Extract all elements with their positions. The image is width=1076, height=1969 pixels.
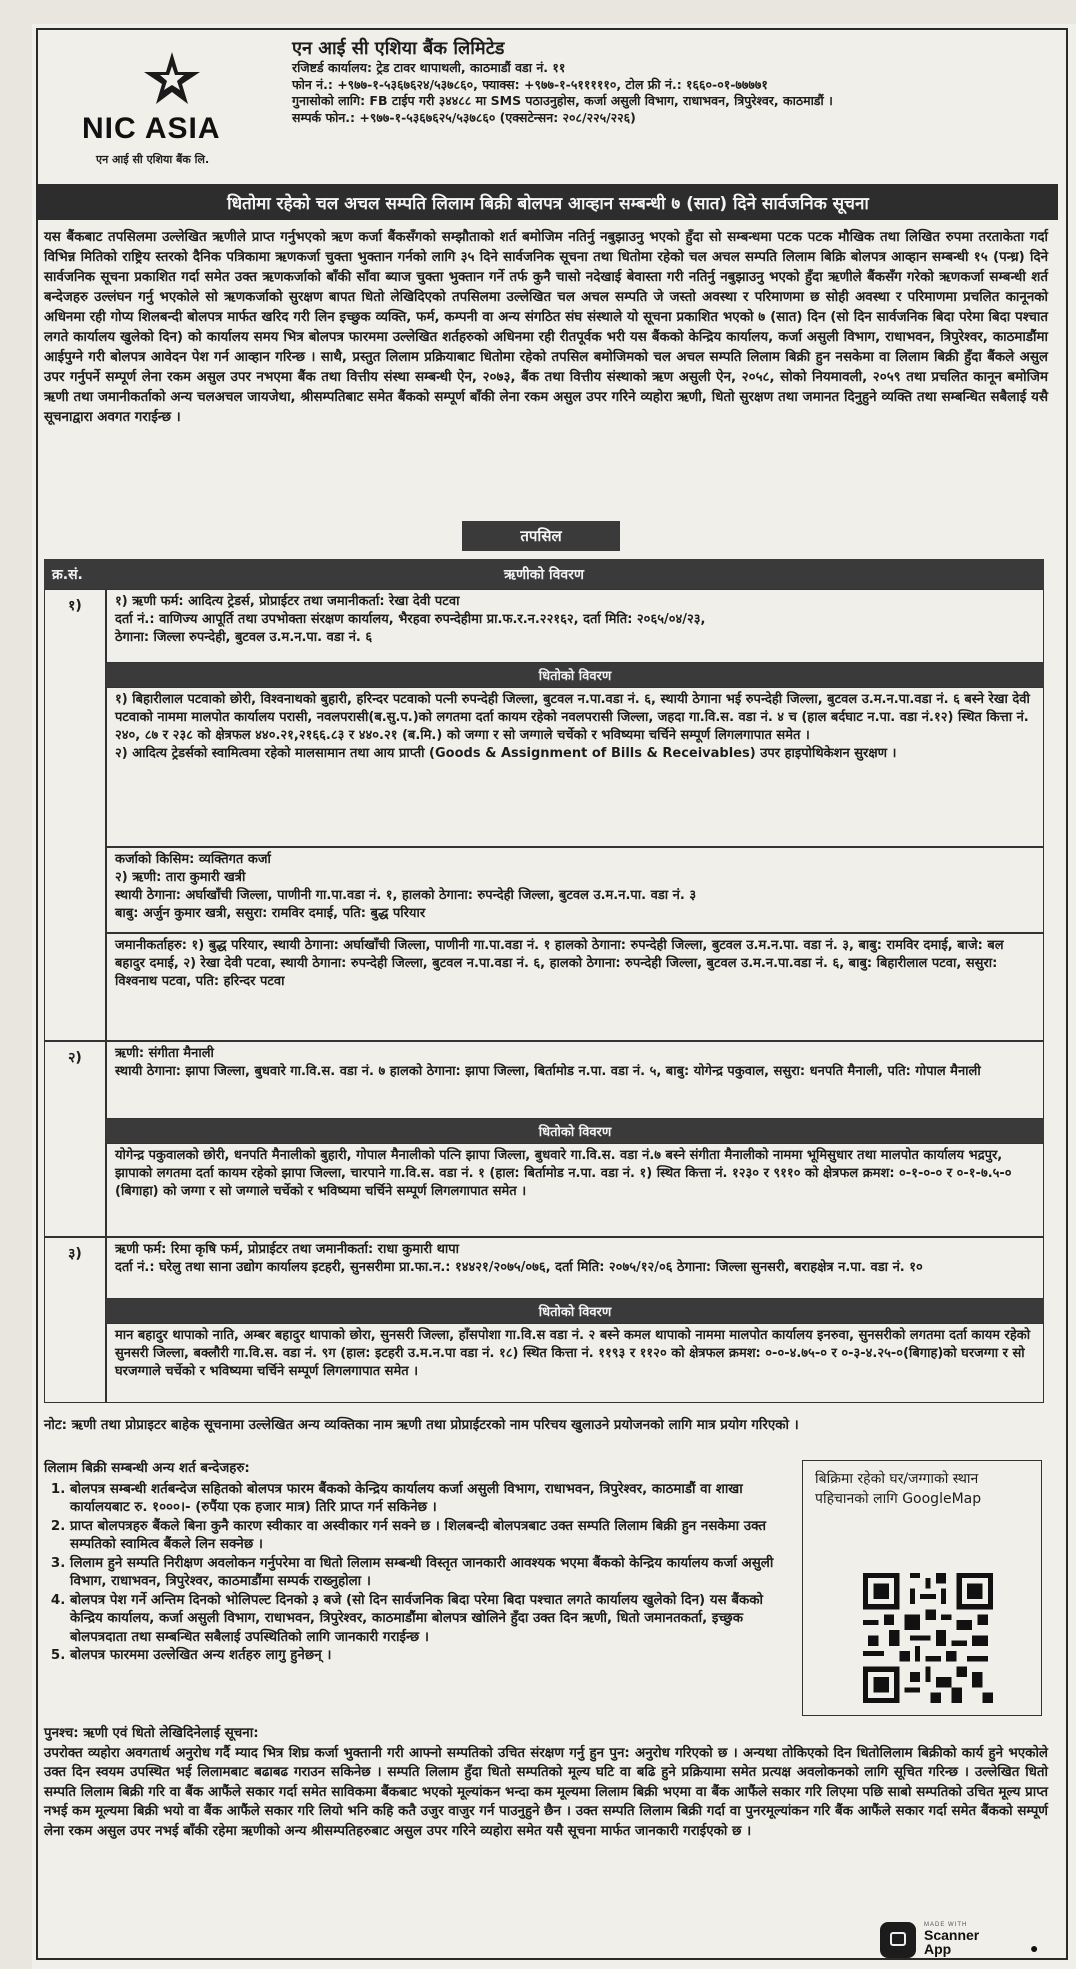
borrower-family: बाबु: अर्जुन कुमार खत्री, ससुरा: रामविर दमाई, पति: बुद्ध परियार bbox=[115, 906, 426, 921]
bank-logo bbox=[42, 32, 277, 172]
borrower-name: ऋणी: संगीता मैनाली bbox=[115, 1046, 214, 1061]
scanner-app-icon bbox=[880, 1922, 916, 1958]
collateral-item: मान बहादुर थापाको नाति, अम्बर बहादुर थापाको छोरा, सुनसरी जिल्ला, हाँसपोशा गा.वि.स वडा नं. २ बस्ने कमल थापाको नाममा मालपोत कार्यालय इनरुवा, सुनसरीको लगतमा दर्ता कायम रहेको सुनसरी जिल्ला, बक्लौरी गा.वि.स. वडा नं. ९ग (हाल: इटहरी उ.म.न.पा वडा नं. १८) स्थित कित्ता नं. ११९३ र ११२० को क्षेत्रफल क्रमश: ०-०-४.७५-० र ०-३-४.२५-०(बिगाह)को घरजग्गा र सो घरजग्गाले चर्चेको र भविष्यमा चर्चिने सम्पूर्ण लिगलगापात समेत । bbox=[106, 1323, 1044, 1403]
notice-title: धितोमा रहेको चल अचल सम्पति लिलाम बिक्री बोलपत्र आव्हान सम्बन्धी ७ (सात) दिने सार्वजनिक सूचना bbox=[38, 184, 1058, 220]
schedule-table bbox=[44, 559, 1044, 1409]
intro-paragraph: यस बैंकबाट तपसिलमा उल्लेखित ऋणीले प्राप्त गर्नुभएको ऋण कर्जा बैंकसँगको सम्झौताको शर्त बमोजिम नतिर्नु नबुझाउनु भएको हुँदा सो सम्बन्धमा पटक पटक मौखिक तथा लिखित रुपमा तरताकेता गर्दा विभिन्न मितिको राष्ट्रिय स्तरको दैनिक पत्रिकामा ऋणकर्जा चुक्ता भुक्तान गर्नको लागि ३५ दिने सार्वजनिक सूचना तथा धितोमा रहेको चल अचल सम्पति लिलाम बिक्रि बोलपत्र आव्हान सम्बन्धी १५ (पन्ध्र) दिने सार्वजनिक सूचना प्रकाशित गर्दा समेत उक्त ऋणकर्जाको बाँकी साँवा ब्याज चुक्ता भुक्तान गर्ने तर्फ कुनै चासो नदेखाई बेवास्ता गरी नतिर्नु नबुझाउनु भएको हुँदा ऋणीले बैंकसँग गरेको ऋणकर्जा सम्बन्धी शर्त बन्देजहरु उल्लंघन गर्नु भएकोले सो ऋणकर्जाको सुरक्षण बापत धितो लेखिदिएको तपसिलमा उल्लेखित चल अचल सम्पति जे जस्तो अवस्था र परिमाणमा छ सोही अवस्था र परिमाणमा प्रचलित कानूनको अधिनमा रही गोप्य शिलबन्दी बोलपत्र मार्फत खरिद गरी लिन इच्छुक व्यक्ति, फर्म, कम्पनी वा अन्य संगठित संघ संस्थाले यो सूचना प्रकाशित भएको ७ (सात) दिन (सो दिन सार्वजनिक बिदा परेमा बिदा पश्चात लगते कार्यालय खुलेको दिन) को कार्यालय समय भित्र बोलपत्र फारममा उल्लेखित शर्तहरुको अधिनमा रही रीतपूर्वक भरी यस बैंकको केन्द्रिय कार्यालय, कर्जा असुली विभाग, राधाभवन, त्रिपुरेश्वर, काठमाडौंमा आईपुग्ने गरी बोलपत्र आवेदन पेश गर्न आव्हान गरिन्छ । साथै, प्रस्तुत लिलाम प्रक्रियाबाट धितोमा रहेको तपसिल बमोजिमको चल अचल सम्पति लिलाम बिक्री हुन नसकेमा वा लिलाम बिक्री हुँदा बैंकले असुल उपर गर्नुपर्ने सम्पूर्ण लेना रकम असुल उपर नभएमा बैंक तथा वित्तीय संस्था सम्बन्धी ऐन, २०७३, बैंक तथा वित्तीय संस्थाको ऋण असुली ऐन, २०५८, सोको नियमावली, २०५९ तथा प्रचलित कानून बमोजिम ऋणी तथा जमानीकर्ताको अन्य चलअचल जायजेथा, श्रीसम्पतिबाट समेत बैंकको सम्पूर्ण बाँकी लेना रकम असुल उपर गरिने व्यहोरा ऋणी, धितो सुरक्षण तथा जमानत दिनुहुने व्यक्ति तथा सम्बन्धित सबैलाई यसै सूचनाद्वारा अवगत गराईन्छ । bbox=[44, 230, 1048, 425]
scanner-name-line2: App bbox=[924, 1941, 952, 1957]
collateral-item: १) बिहारीलाल पटवाको छोरी, विश्वनाथको बुहारी, हरिन्दर पटवाको पत्नी रुपन्देही जिल्ला, बुटवल न.पा.वडा नं. ६, स्थायी ठेगाना भई रुपन्देही जिल्ला, बुटवल उ.म.न.पा.वडा नं. ६ बस्ने रेखा देवी पटवाको नाममा मालपोत कार्यालय परासी, नवलपरासी(ब.सु.प.)को लगतमा दर्ता कायम रहेको नवलपरासी जिल्ला, जहदा गा.वि.स. वडा नं. ४ च (हाल बर्दघाट न.पा. वडा नं.१२) स्थित कित्ता नं. २४०, ८७ र २३८ को क्षेत्रफल ४४०.२१,२१६६.८३ र ४४०.२१ (ब.मि.) को जग्गा र सो जग्गाले चर्चेको र भविष्यमा चर्चिने सम्पूर्ण लिगलगापात समेत । bbox=[115, 692, 1030, 743]
guarantor-info: जमानीकर्ताहरु: १) बुद्ध परियार, स्थायी ठेगाना: अर्घाखाँची जिल्ला, पाणीनी गा.पा.वडा नं. १ हालको ठेगाना: रुपन्देही जिल्ला, बुटवल उ.म.न.पा. वडा नं. ३, बाबु: रामविर दमाई, बाजे: बल बहादुर दमाई, २) रेखा देवी पटवा, स्थायी ठेगाना: रुपन्देही जिल्ला, बुटवल न.पा.वडा नं. ६, हालको ठेगाना: रुपन्देही जिल्ला, बुटवल उ.म.न.पा.वडा नं. ६, बाबु: बिहारीलाल पटवा, ससुरा: विश्वनाथ पटवा, पति: हरिन्दर पटवा bbox=[106, 933, 1044, 1041]
logo-name: NIC ASIA bbox=[82, 112, 221, 145]
terms-heading: लिलाम बिक्री सम्बन्धी अन्य शर्त बन्देजहरु: bbox=[44, 1461, 250, 1476]
row-sn: १) bbox=[44, 589, 106, 1041]
google-map-box bbox=[802, 1460, 1042, 1716]
note-text: नोट: ऋणी तथा प्रोप्राइटर बाहेक सूचनामा उल्लेखित अन्य व्यक्तिका नाम ऋणी तथा प्रोप्राईटरको नाम परिचय खुलाउने प्रयोजनको लागि मात्र प्रयोग गरिएको । bbox=[44, 1418, 799, 1433]
borrower-name: ऋणी फर्म: रिमा कृषि फर्म, प्रोप्राईटर तथा जमानीकर्ता: राधा कुमारी थापा bbox=[115, 1242, 460, 1257]
borrower-name: २) ऋणी: तारा कुमारी खत्री bbox=[115, 870, 246, 885]
bank-name: एन आई सी एशिया बैंक लिमिटेड bbox=[292, 38, 505, 59]
borrower-reg: दर्ता नं.: वाणिज्य आपूर्ति तथा उपभोक्ता संरक्षण कार्यालय, भैरहवा रुपन्देहीमा प्रा.फ.र.न.२२१६२, दर्ता मिति: २०६५/०४/२३, bbox=[115, 612, 706, 627]
collateral-info bbox=[106, 687, 1044, 847]
borrower-info bbox=[106, 847, 1044, 933]
borrower-address: स्थायी ठेगाना: अर्घाखाँची जिल्ला, पाणीनी गा.पा.वडा नं. १, हालको ठेगाना: रुपन्देही जिल्ला, बुटवल उ.म.न.पा. वडा नं. ३ bbox=[115, 888, 697, 903]
schedule-heading: तपसिल bbox=[462, 521, 620, 551]
logo-subtitle: एन आई सी एशिया बैंक लि. bbox=[96, 153, 210, 166]
term-item: 5. बोलपत्र फारममा उल्लेखित अन्य शर्तहरु लागु हुनेछन् । bbox=[70, 1647, 784, 1666]
collateral-heading: धितोको विवरण bbox=[106, 663, 1044, 687]
borrower-reg: दर्ता नं.: घरेलु तथा साना उद्योग कार्यालय इटहरी, सुनसरीमा प्रा.फा.न.: १४४२१/२०७५/०७६, दर्ता मिति: २०७५/१२/०६ ठेगाना: जिल्ला सुनसरी, बराहक्षेत्र न.पा. वडा नं. १० bbox=[115, 1260, 923, 1275]
term-item: 2. प्राप्त बोलपत्रहरु बैंकले बिना कुनै कारण स्वीकार वा अस्वीकार गर्न सक्ने छ । शिलबन्दी बोलपत्रबाट उक्त सम्पति लिलाम बिक्री हुन नसकेमा उक्त सम्पतिको स्वामित्व बैंकले लिन सक्नेछ । bbox=[70, 1518, 784, 1555]
borrower-address: ठेगाना: जिल्ला रुपन्देही, बुटवल उ.म.न.पा. वडा नं. ६ bbox=[115, 630, 373, 645]
contact-line: सम्पर्क फोन.: +९७७-१-५३६७६२५/५३७८६० (एक्सटेन्सन: २०८/२२५/२२६) bbox=[292, 109, 636, 125]
postscript bbox=[44, 1724, 1048, 1841]
scanner-app-watermark bbox=[880, 1922, 1050, 1962]
postscript-body: उपरोक्त व्यहोरा अवगतार्थ अनुरोध गर्दै म्याद भित्र शिघ्र कर्जा भुक्तानी गरी आफ्नो सम्पतिको उचित संरक्षण गर्नु हुन पुन: अनुरोध गरिएको छ । अन्यथा तोकिएको दिन धितोलिलाम बिक्रीको कार्य हुने भएकोले उक्त दिन स्वयम उपस्थित भई लिलामबाट बढाबढ गराउन सकिनेछ । सम्पति लिलाम हुँदा धितो सम्पतिको मूल्य घटि वा बढि हुने प्रक्रियामा समेत प्रत्यक्ष अवलोकनको लागि सूचित गरिन्छ । उल्लेखित धितो सम्पति लिलाम बिक्री गरि वा बैंक आफैंले सकार गर्दा समेत साविकमा बैंकबाट भएको मूल्यांकन भन्दा कम मूल्यमा लिलाम बिक्री भएमा वा बैंक आफैंले सकार गरि लिएमा पछि साबो सम्पतिको उचित मूल्य प्राप्त नभई कम मूल्यमा बिक्री भयो वा बैंक आफैंले सकार गरि लियो भनि कहि कतै उजुर वाजुर गर्न पाउनुहुने छैन । उक्त सम्पति लिलाम बिक्री गर्दा वा पुनरमूल्यांकन गरि बैंक आफैंले सकार गर्दा समेत बैंकको सम्पूर्ण लेना रकम असुल उपर नभई बाँकी रहेमा ऋणीको अन्य श्रीसम्पतिहरुबाट असुल उपर गरिने व्यहोरा समेत यसै सूचना मार्फत जानकारी गराईएको छ । bbox=[44, 1745, 1048, 1839]
row-sn: २) bbox=[44, 1041, 106, 1237]
notice-page bbox=[32, 24, 1076, 1969]
borrower-name: १) ऋणी फर्म: आदित्य ट्रेडर्स, प्रोप्राईटर तथा जमानीकर्ता: रेखा देवी पटवा bbox=[115, 594, 460, 609]
scanner-app-name bbox=[924, 1928, 979, 1956]
grievance-line: गुनासोको लागि: FB टाईप गरी ३४४८८ मा SMS पठाउनुहोस, कर्जा असुली विभाग, राधाभवन, त्रिपुरेश्वर, काठमाडौं । bbox=[292, 93, 833, 108]
col-detail-header: ऋणीको विवरण bbox=[504, 567, 584, 583]
bank-contact-block bbox=[292, 38, 1052, 126]
collateral-item: २) आदित्य ट्रेडर्सको स्वामित्वमा रहेको मालसामान तथा आय प्राप्ती (Goods & Assignment of Bills & Receivables) उपर हाइपोथिकेशन सुरक्षण । bbox=[115, 746, 897, 761]
made-with-label: MADE WITH bbox=[924, 1922, 968, 1928]
postscript-heading: पुनश्च: ऋणी एवं धितो लेखिदिनेलाई सूचना: bbox=[44, 1726, 259, 1741]
collateral-heading: धितोको विवरण bbox=[106, 1299, 1044, 1323]
logo-star-icon bbox=[142, 52, 202, 104]
loan-type: कर्जाको किसिम: व्यक्तिगत कर्जा bbox=[115, 852, 271, 867]
phone-line: फोन नं.: +९७७-१-५३६७६२४/५३७८६०, फ्याक्स: +९७७-१-५१११११०, टोल फ्री नं.: १६६०-०१-७७७७१ bbox=[292, 76, 768, 92]
registered-office: रजिष्टर्ड कार्यालय: ट्रेड टावर थापाथली, काठमाडौं वडा नं. ११ bbox=[292, 60, 566, 75]
other-terms bbox=[44, 1460, 784, 1666]
qr-code-icon[interactable] bbox=[863, 1573, 993, 1703]
term-item: 1. बोलपत्र सम्बन्धी शर्तबन्देज सहितको बोलपत्र फारम बैंकको केन्द्रिय कार्यालय कर्जा असुली विभाग, राधाभवन, त्रिपुरेश्वर, काठमाडौं वा शाखा कार्यालयबाट रु. १०००।- (रुपैंया एक हजार मात्र) तिरि प्राप्त गर्न सकिनेछ । bbox=[70, 1481, 784, 1518]
term-item: 3. लिलाम हुने सम्पति निरीक्षण अवलोकन गर्नुपरेमा वा धितो लिलाम सम्बन्धी विस्तृत जानकारी आवश्यक भएमा बैंकको केन्द्रिय कार्यालय कर्जा असुली विभाग, राधाभवन, त्रिपुरेश्वर, काठमाडौंमा सम्पर्क राख्नुहोला । bbox=[70, 1555, 784, 1592]
apple-icon: ● bbox=[1030, 1940, 1039, 1956]
borrower-info bbox=[106, 589, 1044, 663]
scanner-name-line1: Scanner bbox=[924, 1927, 980, 1943]
table-header bbox=[44, 559, 1044, 589]
row-sn: ३) bbox=[44, 1237, 106, 1403]
map-caption: बिक्रिमा रहेको घर/जग्गाको स्थान पहिचानको लागि GoogleMap bbox=[815, 1471, 982, 1507]
borrower-info bbox=[106, 1041, 1044, 1119]
col-sn-header: क्र.सं. bbox=[52, 567, 83, 583]
collateral-heading: धितोको विवरण bbox=[106, 1119, 1044, 1143]
header bbox=[42, 32, 1054, 172]
term-item: 4. बोलपत्र पेश गर्ने अन्तिम दिनको भोलिपल्ट दिनको ३ बजे (सो दिन सार्वजनिक बिदा परेमा बिदा पश्चात लगते कार्यालय खुलेको दिन) यस बैंकको केन्द्रिय कार्यालय, कर्जा असुली विभाग, राधाभवन, त्रिपुरेश्वर, काठमाडौंमा बोलपत्र खोलिने हुँदा उक्त दिन ऋणी, धितो जमानतकर्ता, इच्छुक बोलपत्रदाता तथा सम्बन्धित सबैलाई उपस्थितिको लागि जानकारी गराईन्छ । bbox=[70, 1592, 784, 1648]
borrower-info bbox=[106, 1237, 1044, 1299]
collateral-item: योगेन्द्र पकुवालको छोरी, धनपति मैनालीको बुहारी, गोपाल मैनालीको पत्नि झापा जिल्ला, बुधवारे गा.वि.स. वडा नं.७ बस्ने संगीता मैनालीको नाममा भूमिसुधार तथा मालपोत कार्यालय भद्रपुर, झापाको लगतमा दर्ता कायम रहेको झापा जिल्ला, चारपाने गा.वि.स. वडा नं. १ (हाल: बिर्तामोड न.पा. वडा नं. १) स्थित कित्ता नं. १२३० र ९११० को क्षेत्रफल क्रमश: ०-१-०-० र ०-१-७.५-० (बिगाहा) को जग्गा र सो जग्गाले चर्चेको र भविष्यमा चर्चिने सम्पूर्ण लिगलगापात समेत । bbox=[106, 1143, 1044, 1237]
borrower-address: स्थायी ठेगाना: झापा जिल्ला, बुधवारे गा.वि.स. वडा नं. ७ हालको ठेगाना: झापा जिल्ला, बिर्तामोड न.पा. वडा नं. ५, बाबु: योगेन्द्र पकुवाल, ससुरा: धनपति मैनाली, पति: गोपाल मैनाली bbox=[115, 1064, 981, 1079]
